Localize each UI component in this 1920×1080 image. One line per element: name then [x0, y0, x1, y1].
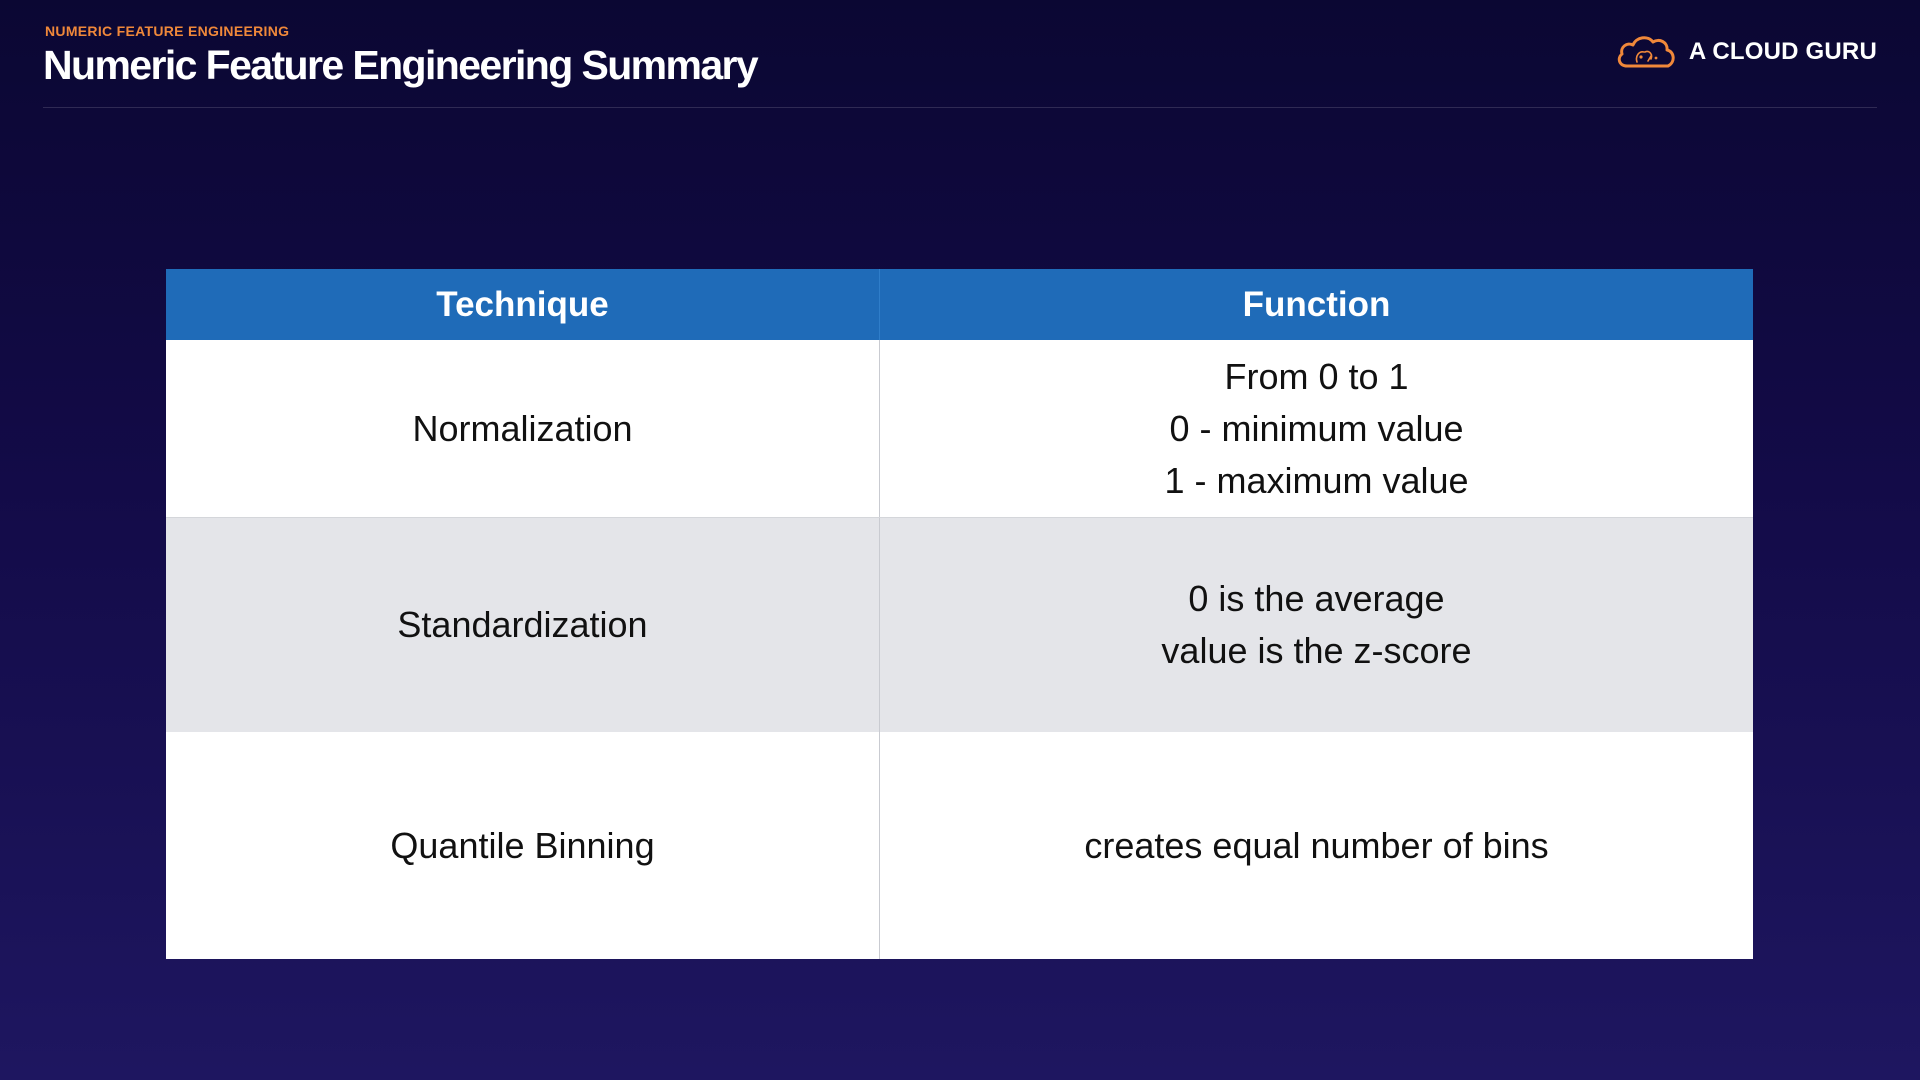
header-divider — [43, 107, 1877, 108]
table-row — [166, 732, 1753, 959]
summary-table — [166, 269, 1753, 959]
header-function: Function — [880, 269, 1754, 340]
slide-header — [43, 0, 1877, 110]
function-line: 1 - maximum value — [1164, 459, 1469, 501]
function-line: 0 is the average — [1188, 578, 1445, 619]
table-header-row — [166, 269, 1753, 340]
function-cell — [880, 732, 1754, 959]
section-eyebrow: NUMERIC FEATURE ENGINEERING — [45, 23, 290, 39]
slide-title: Numeric Feature Engineering Summary — [43, 42, 758, 88]
table-row — [166, 518, 1753, 733]
function-line: 0 - minimum value — [1169, 407, 1464, 449]
brand-name: A CLOUD GURU — [1688, 38, 1877, 65]
function-cell — [880, 518, 1754, 733]
summary-table-container — [166, 269, 1753, 959]
cloud-icon — [1615, 32, 1677, 72]
function-line: creates equal number of bins — [1084, 824, 1549, 866]
function-line: value is the z-score — [1161, 630, 1472, 671]
function-cell — [880, 340, 1754, 518]
technique-cell: Normalization — [166, 340, 880, 518]
brand-logo — [1615, 32, 1877, 72]
technique-cell: Quantile Binning — [166, 732, 880, 959]
function-line: From 0 to 1 — [1224, 355, 1409, 397]
header-technique: Technique — [166, 269, 880, 340]
technique-cell: Standardization — [166, 518, 880, 733]
table-row — [166, 340, 1753, 518]
